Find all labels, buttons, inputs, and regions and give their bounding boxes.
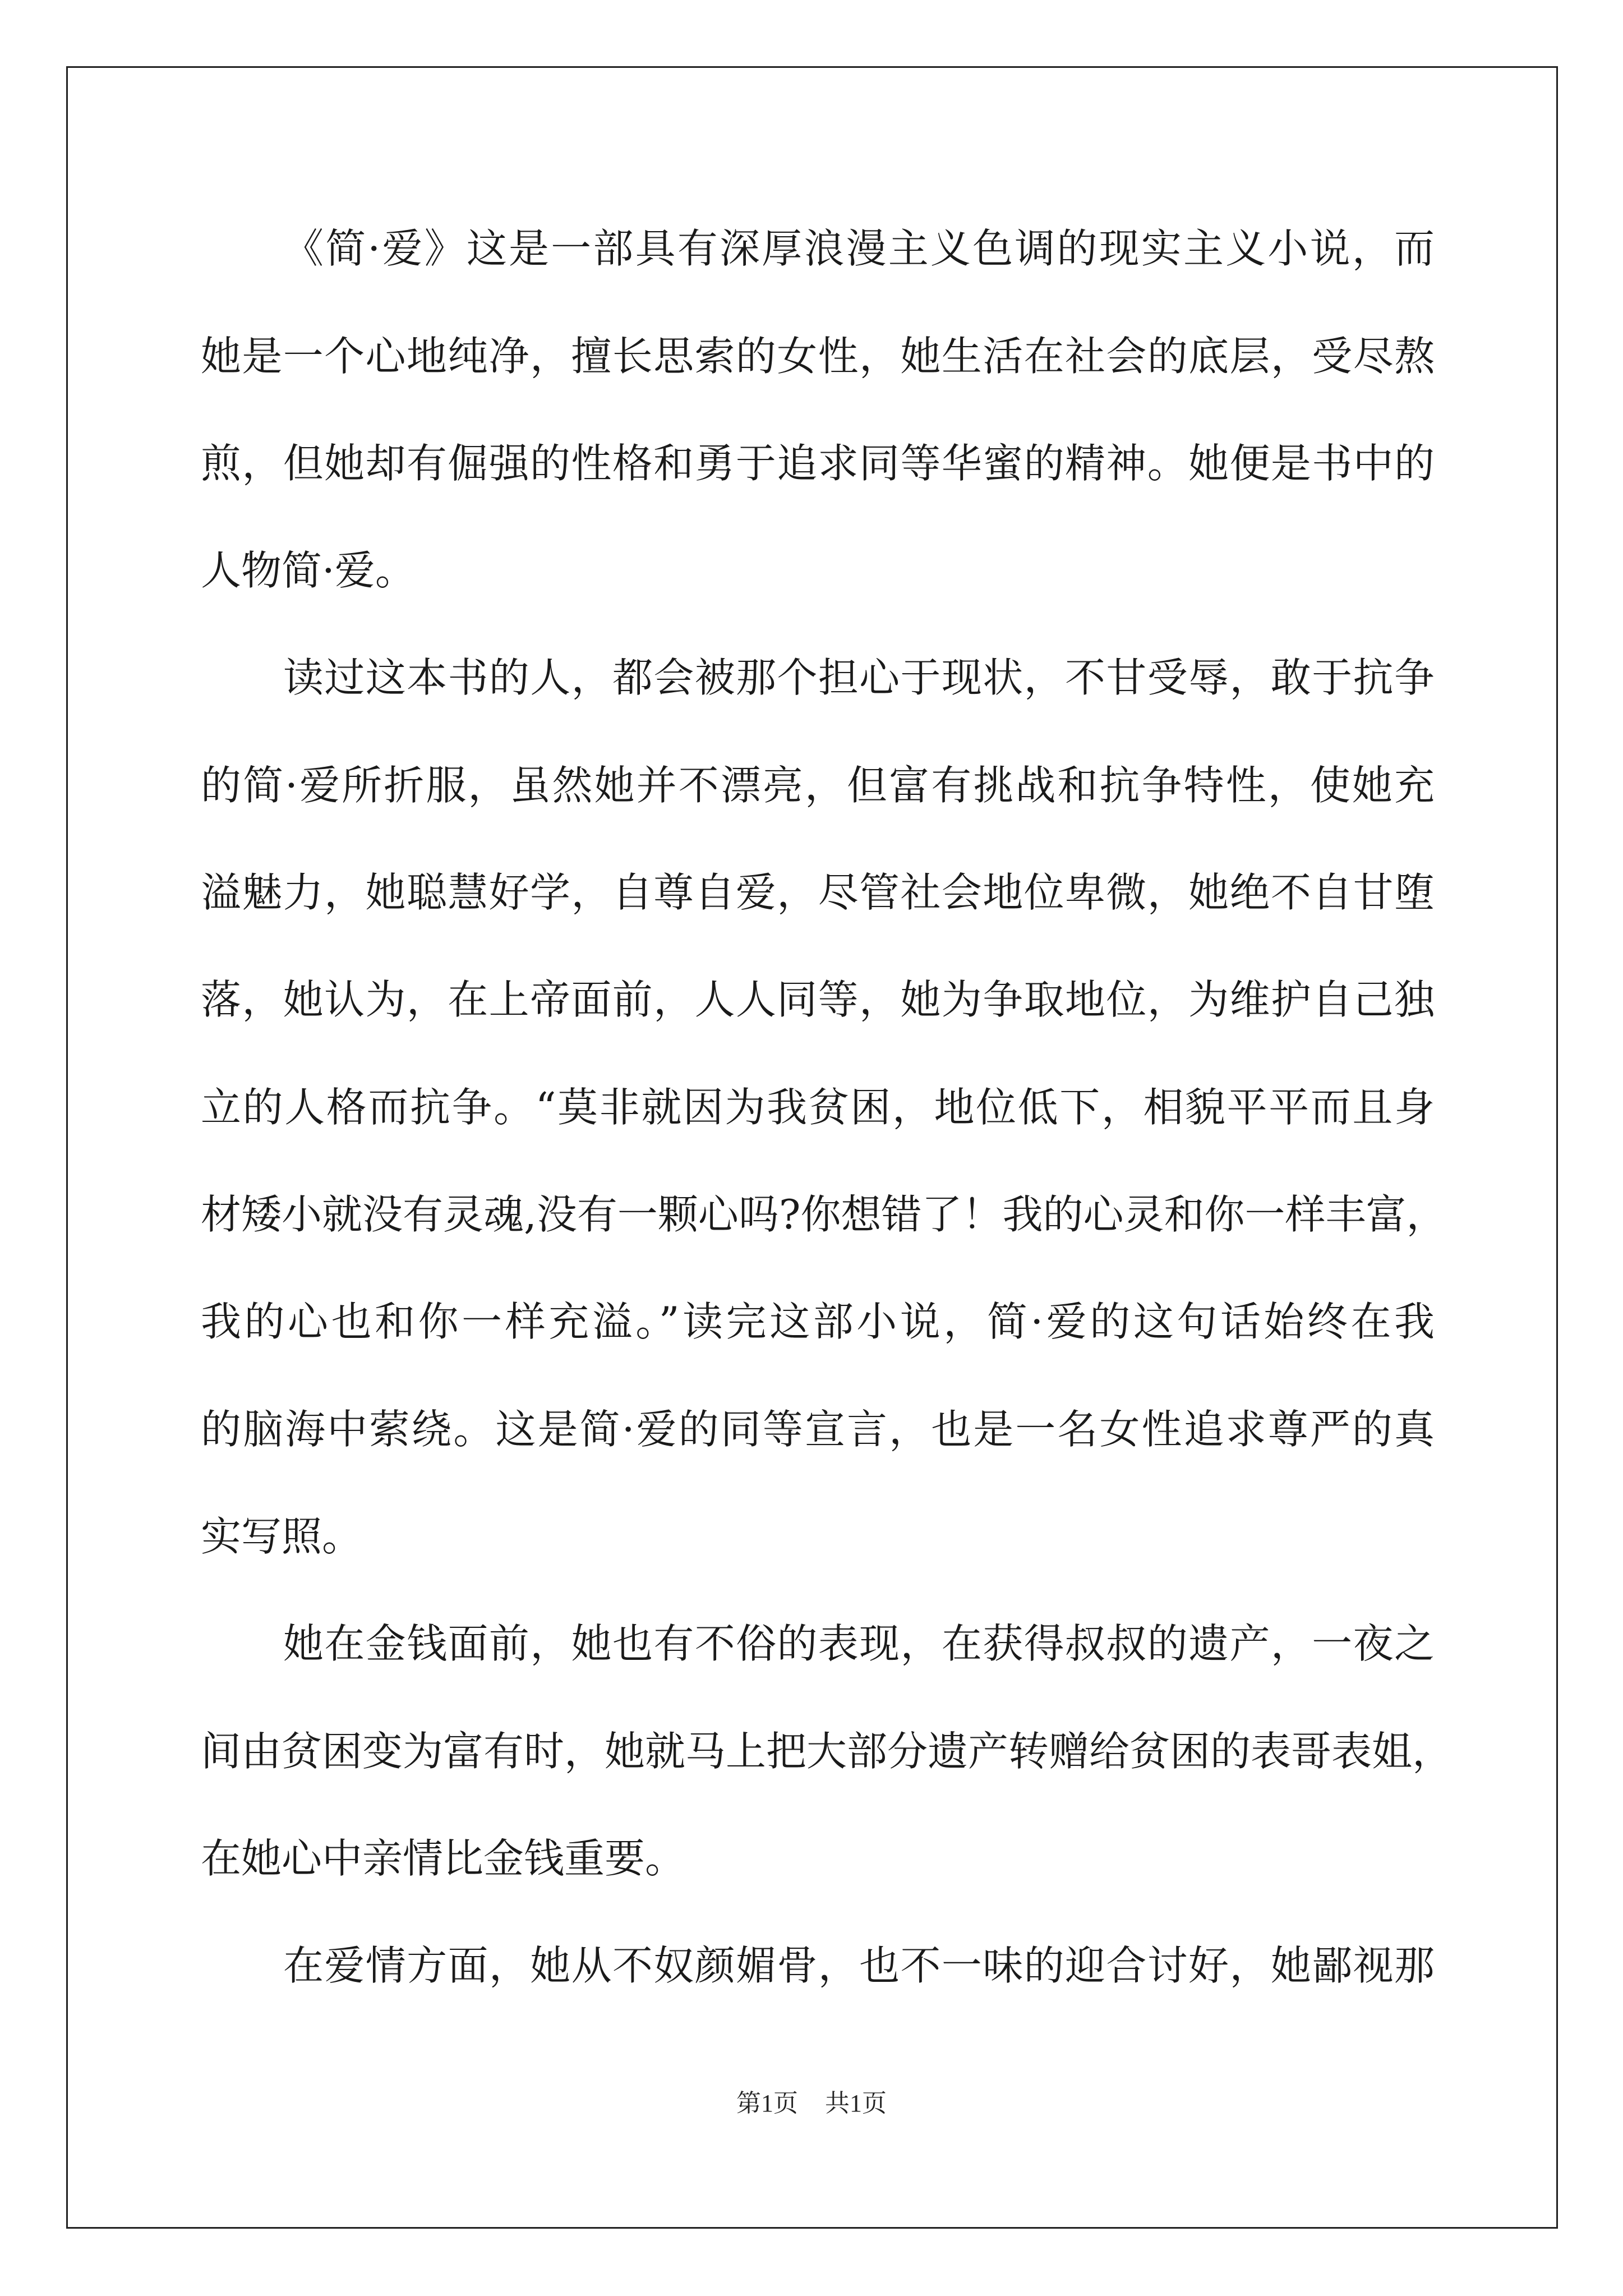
paragraph-2-line-6: 材矮小就没有灵魂,没有一颗心吗?你想错了！我的心灵和你一样丰富，: [201, 1191, 1447, 1238]
paragraph-3-line-3: 在她心中亲情比金钱重要。: [201, 1835, 686, 1882]
paragraph-2-line-8: 的脑海中萦绕。这是简·爱的同等宣言，也是一名女性追求尊严的真: [201, 1406, 1435, 1453]
paragraph-2-line-4: 落，她认为，在上帝面前，人人同等，她为争取地位，为维护自己独: [201, 976, 1435, 1023]
page-number-current: 第1页: [736, 2090, 798, 2117]
paragraph-2-line-3: 溢魅力，她聪慧好学，自尊自爱，尽管社会地位卑微，她绝不自甘堕: [201, 869, 1435, 916]
paragraph-4-line-1: 在爱情方面，她从不奴颜媚骨，也不一味的迎合讨好，她鄙视那: [283, 1942, 1435, 1989]
paragraph-2-line-1: 读过这本书的人，都会被那个担心于现状，不甘受辱，敢于抗争: [283, 654, 1435, 701]
paragraph-1-line-1: 《简·爱》这是一部具有深厚浪漫主义色调的现实主义小说，而: [283, 225, 1435, 272]
paragraph-1-line-2: 她是一个心地纯净，擅长思索的女性，她生活在社会的底层，受尽熬: [201, 333, 1435, 380]
page-footer: [0, 2088, 1623, 2119]
paragraph-2-line-2: 的简·爱所折服，虽然她并不漂亮，但富有挑战和抗争特性，使她充: [201, 762, 1435, 809]
paragraph-3-line-1: 她在金钱面前，她也有不俗的表现，在获得叔叔的遗产，一夜之: [283, 1620, 1435, 1667]
paragraph-1-line-3: 煎，但她却有倔强的性格和勇于追求同等华蜜的精神。她便是书中的: [201, 440, 1435, 487]
paragraph-2-line-5: 立的人格而抗争。“莫非就因为我贫困，地位低下，相貌平平而且身: [201, 1084, 1435, 1131]
paragraph-2-line-7: 我的心也和你一样充溢。”读完这部小说，简·爱的这句话始终在我: [201, 1298, 1435, 1345]
paragraph-1-line-4: 人物简·爱。: [201, 547, 416, 594]
page-border: [66, 66, 1558, 2229]
page-number-total: 共1页: [825, 2090, 887, 2117]
paragraph-2-line-9: 实写照。: [201, 1513, 363, 1560]
paragraph-3-line-2: 间由贫困变为富有时，她就马上把大部分遗产转赠给贫困的表哥表姐，: [201, 1728, 1453, 1775]
